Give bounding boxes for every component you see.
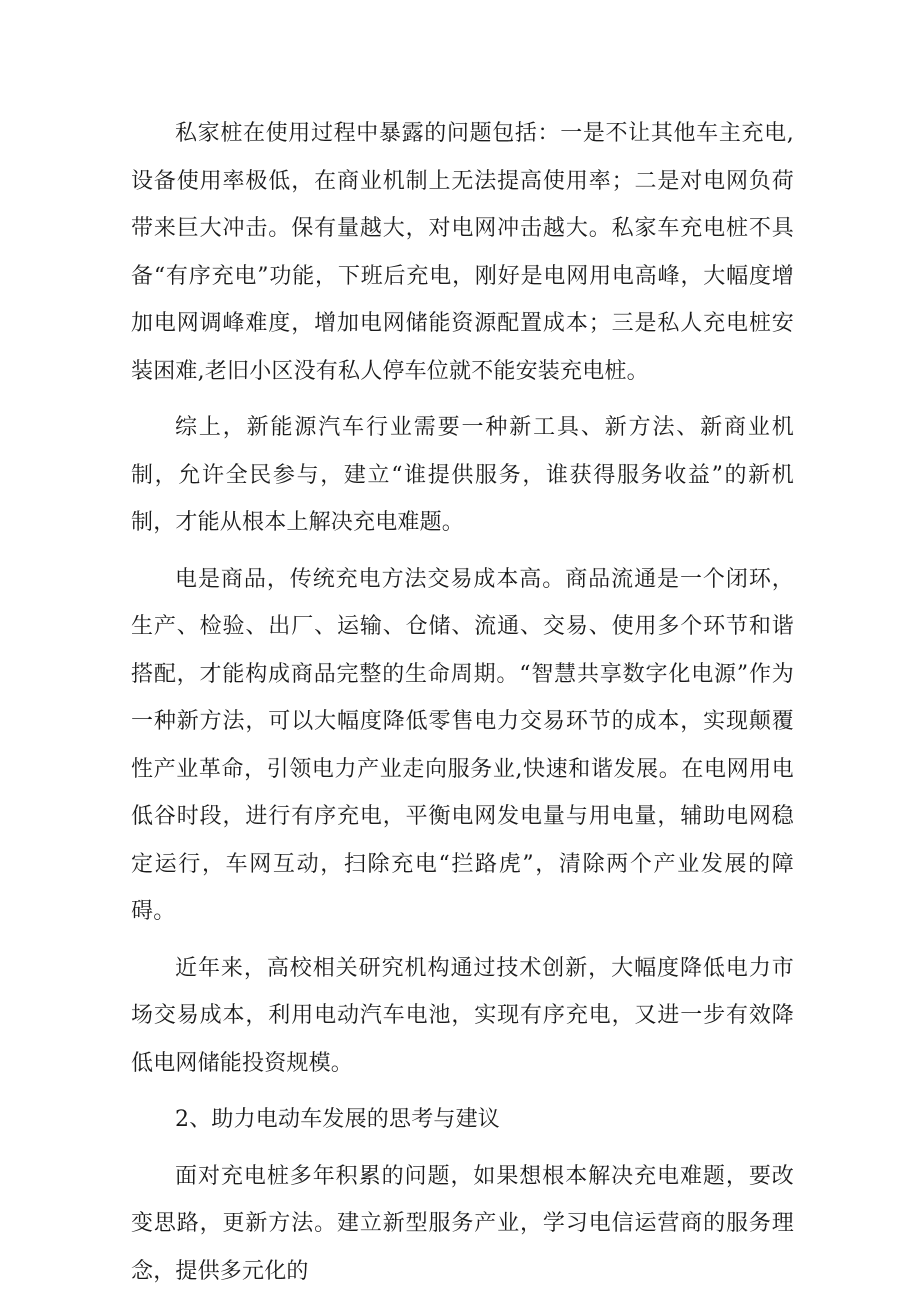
paragraph-summary: 综上，新能源汽车行业需要一种新工具、新方法、新商业机制，允许全民参与，建立“谁提供服务，谁获得服务收益”的新机制，才能从根本上解决充电难题。 — [131, 415, 794, 535]
section-heading: 2、助力电动车发展的思考与建议 — [175, 1107, 500, 1132]
paragraph-recent-research: 近年来，高校相关研究机构通过技术创新，大幅度降低电力市场交易成本，利用电动汽车电池，实现有序充电，又进一步有效降低电网储能投资规模。 — [131, 955, 794, 1076]
paragraph-closing: 面对充电桩多年积累的问题，如果想根本解决充电难题，要改变思路，更新方法。建立新型服务产业，学习电信运营商的服务理念，提供多元化的 — [131, 1163, 794, 1284]
document-body — [131, 110, 794, 1304]
paragraph-private-charger-problems: 私家桩在使用过程中暴露的问题包括：一是不让其他车主充电,设备使用率极低，在商业机制上无法提高使用率；二是对电网负荷带来巨大冲击。保有量越大，对电网冲击越大。私家车充电桩不具备“有序充电”功能，下班后充电，刚好是电网用电高峰，大幅度增加电网调峰难度，增加电网储能资源配置成本；三是私人充电桩安装困难,老旧小区没有私人停车位就不能安装充电桩。 — [131, 121, 794, 384]
paragraph-electricity-commodity: 电是商品，传统充电方法交易成本高。商品流通是一个闭环，生产、检验、出厂、运输、仓储、流通、交易、使用多个环节和谐搭配，才能构成商品完整的生命周期。“智慧共享数字化电源”作为一种新方法，可以大幅度降低零售电力交易环节的成本，实现颠覆性产业革命，引领电力产业走向服务业,快速和谐发展。在电网用电低谷时段，进行有序充电，平衡电网发电量与用电量，辅助电网稳定运行，车网互动，扫除充电“拦路虎”，清除两个产业发展的障碍。 — [131, 566, 794, 924]
